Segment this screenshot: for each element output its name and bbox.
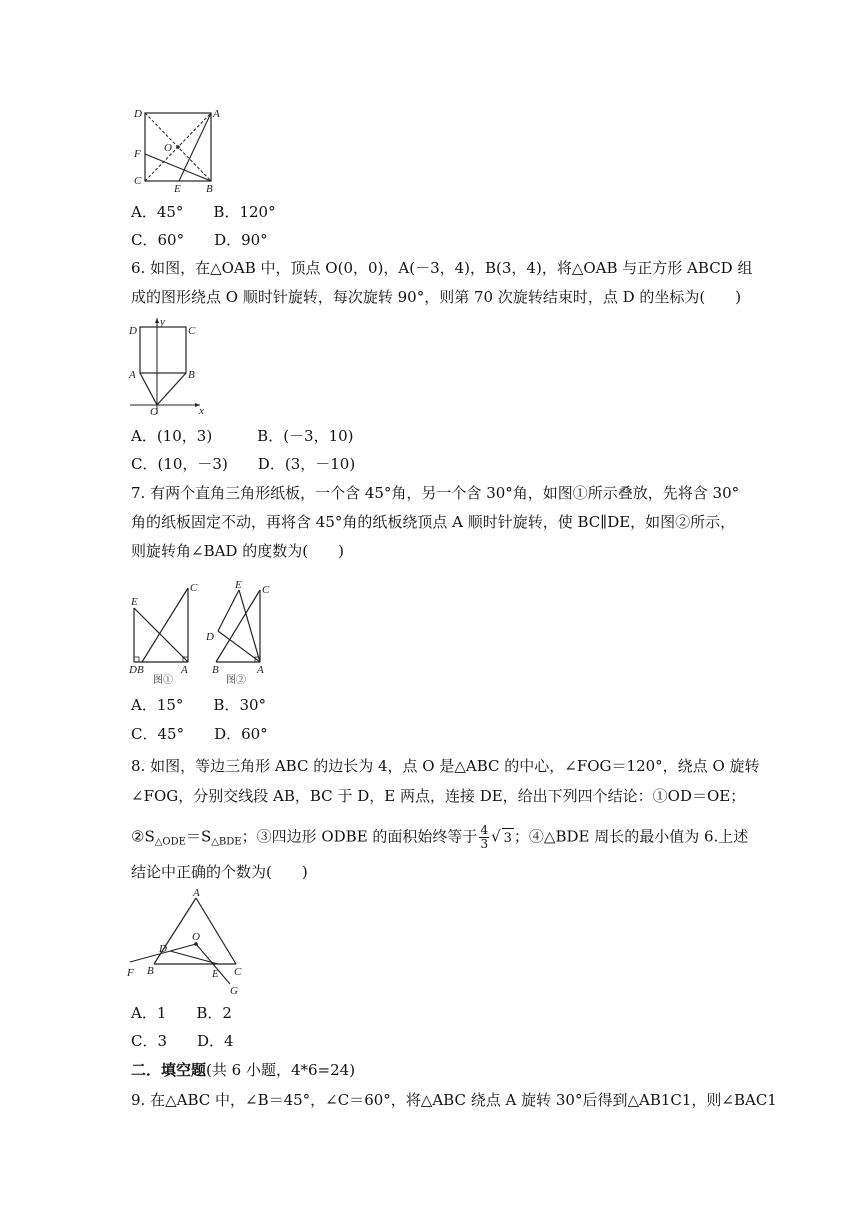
svg-text:E: E [235,579,242,591]
svg-text:C: C [262,584,270,596]
svg-text:E: E [174,183,181,192]
q7-stem-line1: 7. 有两个直角三角形纸板，一个含 45°角，另一个含 30°角，如图①所示叠放，先将含 30° [131,484,740,502]
q8-options-row2: C．3 D．4 [131,1032,234,1050]
q8-stem-line3: $②S_{\triangle ODE}=S_{\triangle BDE}$；③四边形 ODBE 的面积始终等于 $\frac{4}{3}$ √ 3 ；④△BDE 周长的最小值为 6.上述 [131,823,749,851]
svg-text:O: O [164,142,172,154]
q5-options-row2: C．60° D．90° [131,231,268,249]
svg-text:D: D [159,943,167,955]
q9-stem-line1: 9. 在△ABC 中，∠B＝45°，∠C＝60°，将△ABC 绕点 A 旋转 30°后得到△AB1C1，则∠BAC1 [131,1091,777,1109]
svg-text:B: B [147,965,154,977]
q6-stem-line1: 6. 如图，在△OAB 中，顶点 O(0，0)，A(－3，4)，B(3，4)，将△OAB 与正方形 ABCD 组 [131,259,753,277]
q7-fig1-caption: 图① [153,675,173,686]
svg-text:A: A [257,664,264,676]
svg-text:x: x [199,405,204,416]
q7-options-row2: C．45° D．60° [131,725,268,743]
q6-options-row2: C．(10，－3) D．(3，－10) [131,455,356,473]
svg-text:D: D [206,631,214,643]
svg-text:B: B [188,369,195,381]
q7-stem-line2: 角的纸板固定不动，再将含 45°角的纸板绕顶点 A 顺时针旋转，使 BC∥DE，如图②所示， [131,513,736,531]
q5-figure [131,104,221,192]
svg-text:B: B [206,183,213,192]
svg-text:C: C [190,582,198,594]
q6-options-row1: A．(10，3) B．(－3，10) [131,427,354,445]
q7-figure-2 [204,578,276,686]
q7-options-row1: A．15° B．30° [131,696,267,714]
svg-text:E: E [212,968,219,980]
svg-text:A: A [193,887,200,899]
q7-fig2-caption: 图② [226,675,246,686]
svg-text:C: C [234,966,242,978]
svg-text:E: E [131,596,138,608]
q7-stem-line3: 则旋转角∠BAD 的度数为( ) [131,542,344,560]
section-title: 二．填空题 [131,1061,207,1079]
svg-text:y: y [160,316,165,328]
svg-text:A: A [213,108,220,120]
svg-text:O: O [192,931,200,943]
svg-text:C: C [134,175,142,187]
svg-text:A: A [129,369,136,381]
q8-stem-line1: 8. 如图，等边三角形 ABC 的边长为 4，点 O 是△ABC 的中心，∠FOG＝120°，绕点 O 旋转 [131,757,760,775]
fraction-four-thirds: $\frac{4}{3}$ [480,823,489,851]
section-note: (共 6 小题，4*6=24) [206,1061,356,1079]
q8-stem-line2: ∠FOG，分别交线段 AB，BC 于 D，E 两点，连接 DE，给出下列四个结论：①OD＝OE； [131,787,746,805]
svg-text:B: B [212,664,219,676]
q6-figure [128,314,208,416]
q6-stem-line2: 成的图形绕点 O 顺时针旋转，每次旋转 90°，则第 70 次旋转结束时，点 D 的坐标为( ) [131,288,742,306]
sqrt-three: 3 [502,828,514,849]
svg-text:A: A [181,664,188,676]
q7-figure-1 [128,580,200,686]
svg-text:F: F [134,148,141,160]
q8-options-row1: A．1 B．2 [131,1004,232,1022]
section-heading [131,1060,355,1080]
svg-text:O: O [150,406,158,416]
q8-stem-line4: 结论中正确的个数为( ) [131,863,308,881]
svg-text:C: C [188,325,196,337]
svg-text:D: D [134,108,142,120]
svg-text:G: G [230,985,238,997]
svg-text:F: F [127,967,134,979]
svg-text:DB: DB [129,664,144,676]
q8-figure [126,886,276,998]
q5-options-row1: A．45° B．120° [131,203,276,221]
svg-text:D: D [129,325,137,337]
